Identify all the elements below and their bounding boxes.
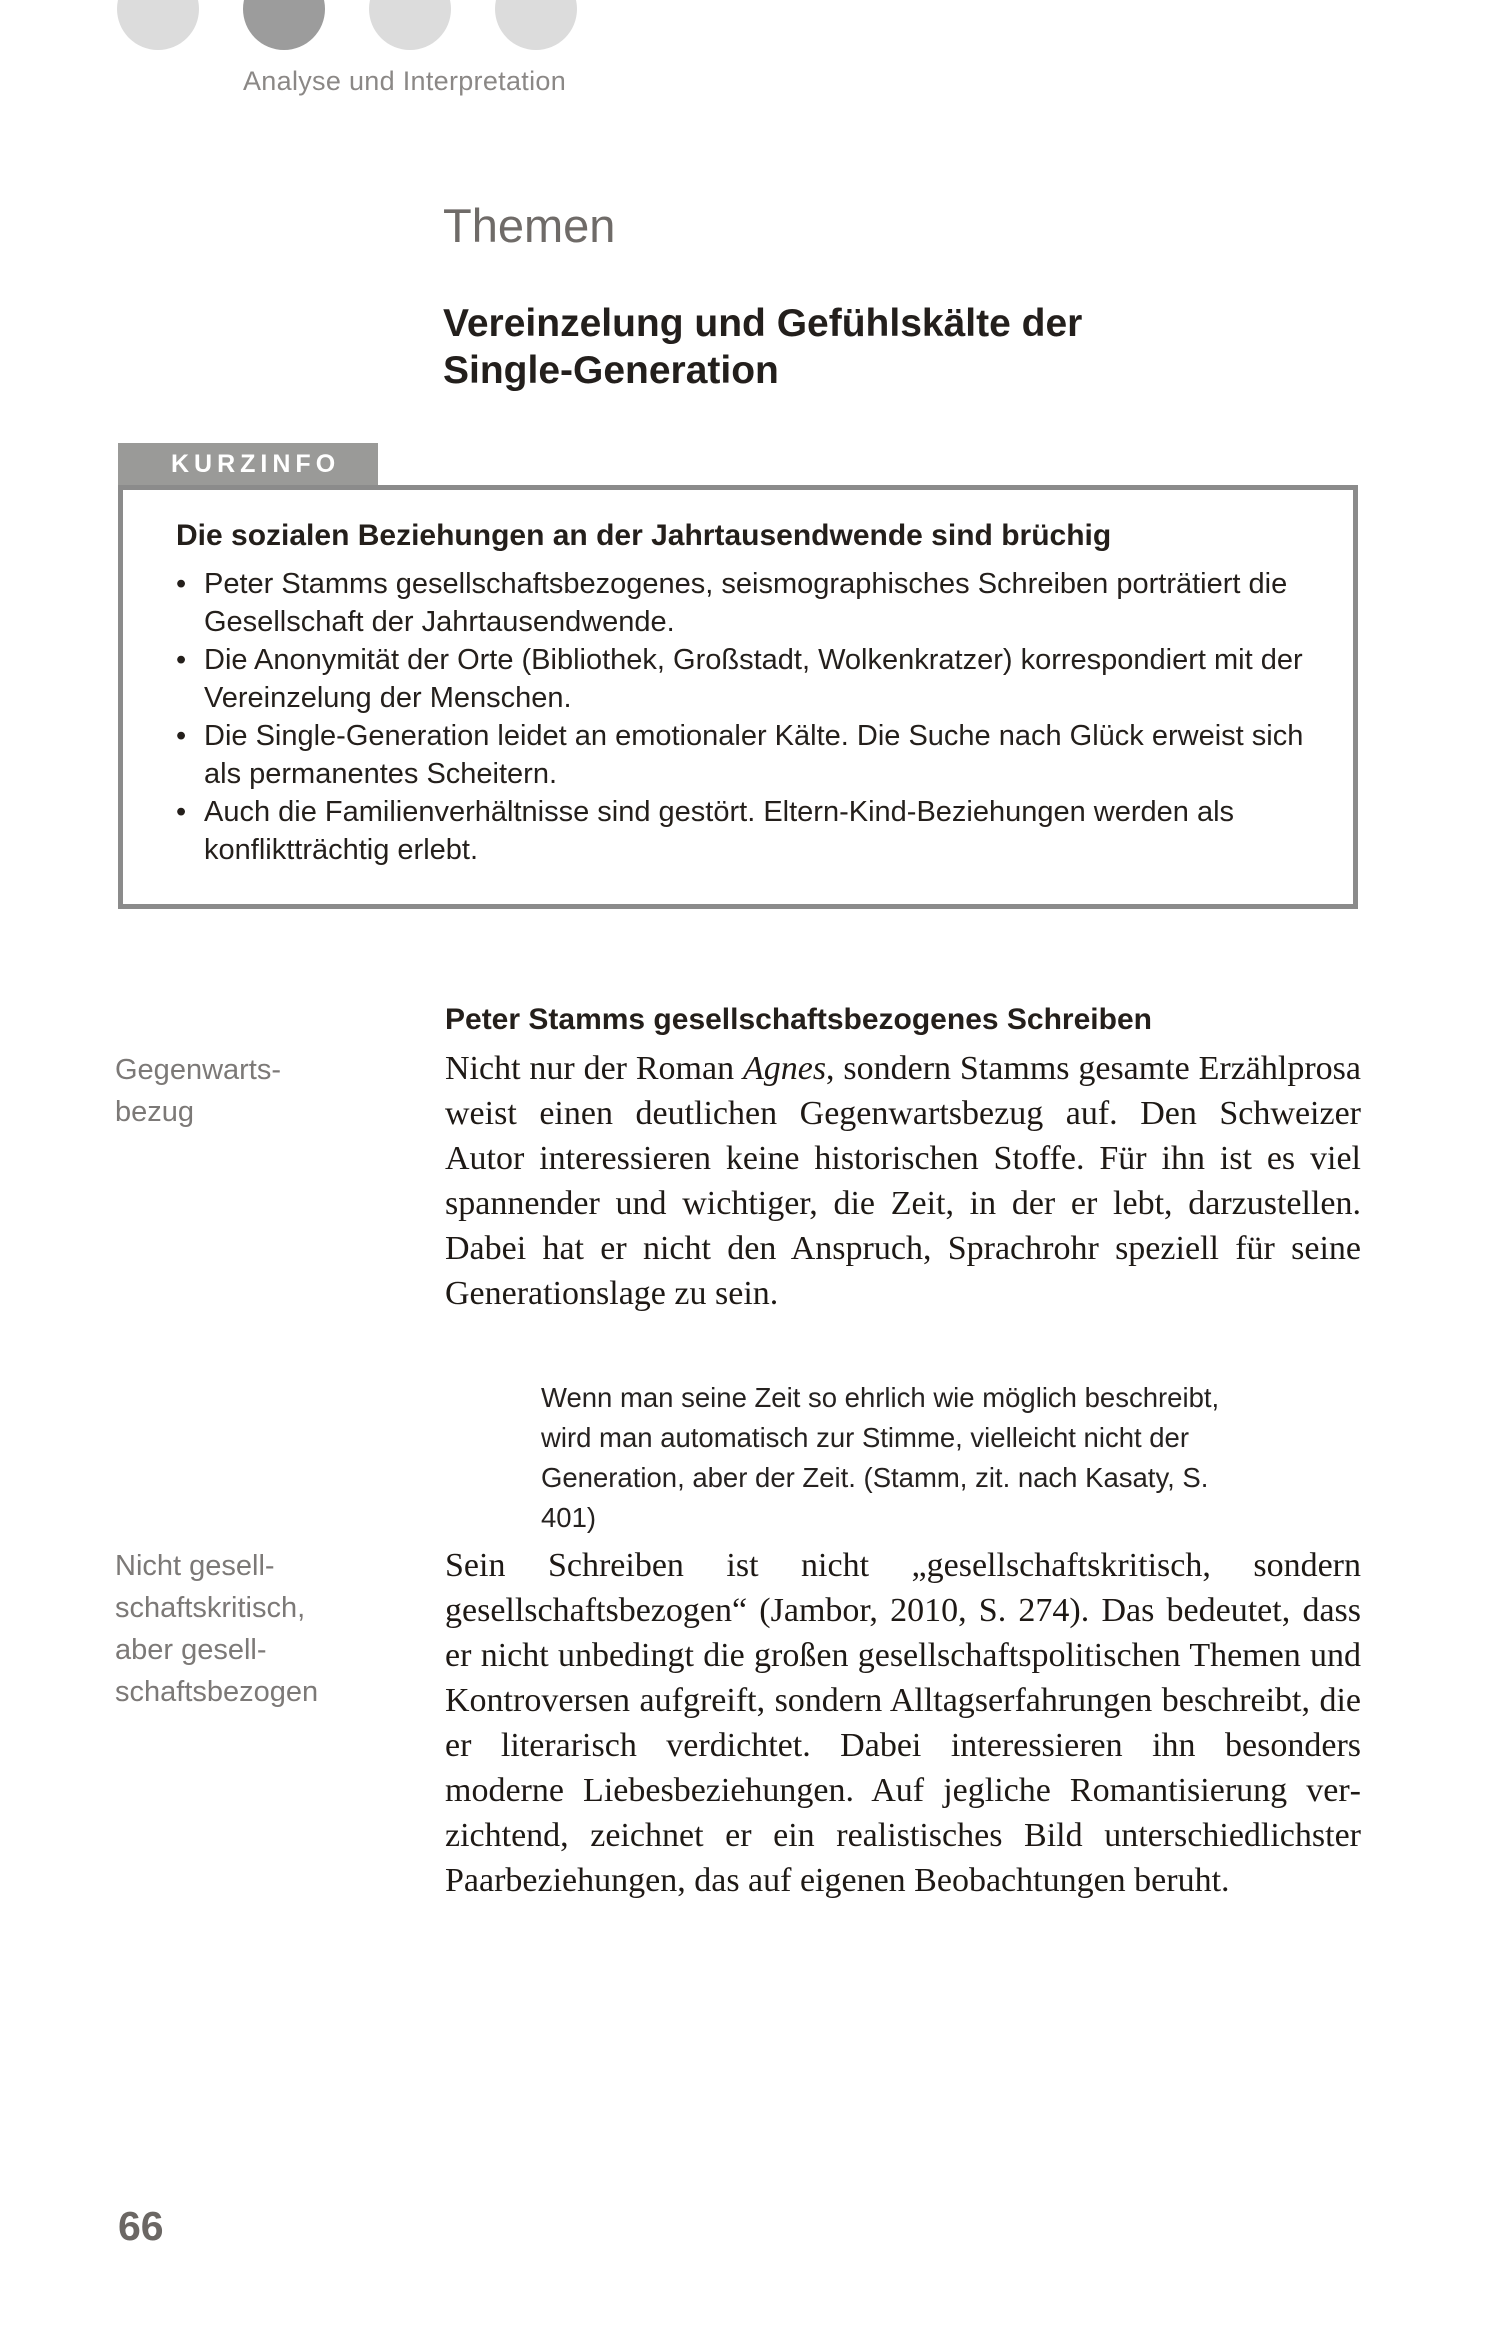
chapter-dot-icon	[117, 0, 199, 50]
chapter-dot-icon	[369, 0, 451, 50]
kurzinfo-tab-label: KURZINFO	[171, 450, 341, 478]
kurzinfo-bullet-list	[204, 565, 1313, 869]
bullet-item: • Die Single-Generation leidet an emotionaler Kälte. Die Suche nach Glück erweist sich als permanentes Scheitern.	[204, 717, 1313, 793]
bullet-item: • Peter Stamms gesellschaftsbezogenes, seismographisches Schreiben porträtiert die Gesellschaft der Jahrtausendwende.	[204, 565, 1313, 641]
chapter-dot-icon	[495, 0, 577, 50]
paragraph-gesellschaftsbezogen: Sein Schreiben ist nicht „gesellschaftskritisch, sondern gesellschaftsbezogen“ (Jambor, 2010, S. 274). Das bedeutet, dass er nicht unbedingt die großen gesellschaftspolitischen Themen und Kontroversen aufgreift, sondern Alltagserfahrungen beschreibt, die er literarisch verdichtet. Dabei interessieren ihn besonders moderne Liebesbeziehungen. Auf jegliche Romantisierung verzichtend, zeichnet er ein realistisches Bild unterschiedlichster Paarbeziehungen, das auf eigenen Beobachtungen beruht.	[445, 1547, 1361, 1899]
paragraph-text: Nicht nur der Roman	[445, 1050, 743, 1087]
paragraph-gegenwartsbezug	[445, 1046, 1361, 1316]
bullet-item: • Auch die Familienverhältnisse sind gestört. Eltern-Kind-Beziehungen werden als konfliktträchtig erlebt.	[204, 793, 1313, 869]
section-heading: Peter Stamms gesellschaftsbezogenes Schreiben	[445, 1003, 1152, 1036]
margin-note-line: Nicht gesell-	[115, 1550, 275, 1582]
kurzinfo-box	[118, 485, 1358, 909]
margin-note-line: bezug	[115, 1096, 195, 1128]
kurzinfo-heading: Die sozialen Beziehungen an der Jahrtausendwende sind brüchig	[176, 519, 1112, 552]
section-title	[443, 300, 1082, 394]
page-title: Themen	[443, 199, 616, 252]
running-header: Analyse und Interpretation	[243, 66, 567, 96]
section-title-line2: Single-Generation	[443, 349, 779, 392]
paragraph-text: , sondern Stamms gesamte Erzählprosa weist einen deutlichen Gegenwartsbezug auf. Den Schweizer Autor interessieren keine historischen Stoffe. Für ihn ist es viel spannender und wichtiger, die Zeit, in der er lebt, darzustellen. Dabei hat er nicht den Anspruch, Sprachrohr speziell für seine Generationslage zu sein.	[445, 1050, 1361, 1312]
margin-note-line: schaftskritisch,	[115, 1592, 306, 1624]
margin-note-line: aber gesell-	[115, 1634, 267, 1666]
margin-note-line: schaftsbezogen	[115, 1676, 319, 1708]
chapter-dot-active-icon	[243, 0, 325, 50]
book-title-italic: Agnes	[742, 1050, 827, 1087]
margin-note-line: Gegenwarts-	[115, 1054, 282, 1086]
margin-note-gegenwartsbezug	[115, 1049, 281, 1133]
section-title-line1: Vereinzelung und Gefühlskälte der	[443, 302, 1083, 345]
margin-note-gesellschaftsbezogen	[115, 1545, 318, 1713]
bullet-item: • Die Anonymität der Orte (Bibliothek, Großstadt, Wolkenkratzer) korrespondiert mit der Vereinzelung der Menschen.	[204, 641, 1313, 717]
block-quote: Wenn man seine Zeit so ehrlich wie möglich beschreibt, wird man automatisch zur Stimme, vielleicht nicht der Generation, aber der Zeit. (Stamm, zit. nach Kasaty, S. 401)	[541, 1382, 1220, 1533]
kurzinfo-tab	[118, 443, 378, 486]
page-number: 66	[118, 2203, 164, 2249]
